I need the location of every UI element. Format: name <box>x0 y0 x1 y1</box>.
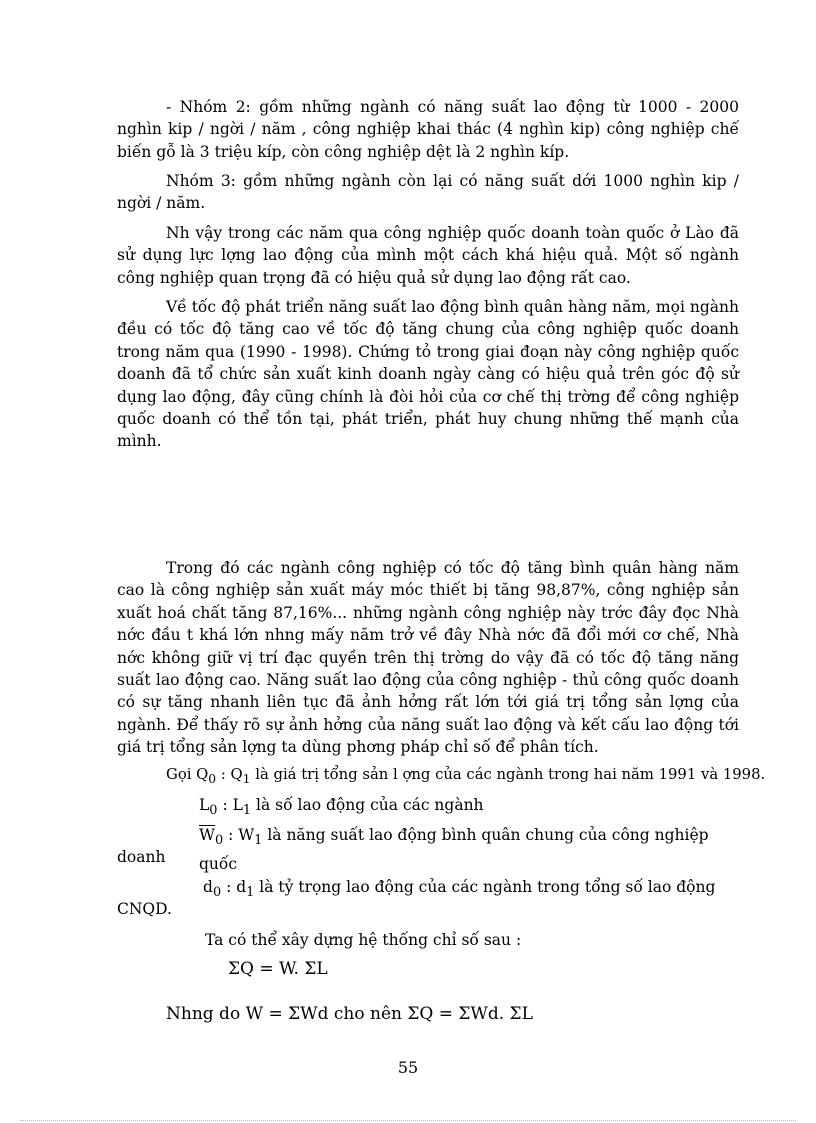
paragraph-growth: Về tốc độ phát triển năng suất lao động bình quân hàng năm, mọi ngành đều có tốc độ tăng cao về tốc độ tăng chung của công nghiệp quốc doanh trong năm qua (1990 - 1998). Chứng tỏ trong giai đoạn này công nghiệp quốc doanh đã tổ chức sản xuất kinh doanh ngày càng có hiệu quả trên góc độ sử dụng lao động, đây cũng chính là đòi hỏi của cơ chế thị trờng để công nghiệp quốc doanh có thể tồn tại, phát triển, phát huy chung những thế mạnh của mình. <box>117 298 739 451</box>
page-number: 55 <box>397 1058 419 1077</box>
definition-d-continued: CNQD. <box>117 900 172 918</box>
definition-w-continued: doanh <box>117 848 166 866</box>
definition-l: $L_0$ : $L_1$ là số lao động của các ngành <box>199 796 484 819</box>
definition-q: Gọi $Q_0$ : $Q_1$ là giá trị tổng sản l ợng của các ngành trong hai năm 1991 và 1998. <box>166 766 766 786</box>
paragraph-group-3: Nhóm 3: gồm những ngành còn lại có năng suất dới 1000 nghìn kip / ngời / năm. <box>117 172 739 213</box>
paragraph-efficiency: Nh vậy trong các năm qua công nghiệp quốc doanh toàn quốc ở Lào đã sử dụng lực lợng lao động của mình một cách khá hiệu quả. Một số ngành công nghiệp quan trọng đã có hiệu quả sử dụng lao động rất cao. <box>117 224 739 287</box>
formula-index: ΣQ = W. ΣL <box>228 959 328 979</box>
paragraph-industries: Trong đó các ngành công nghiệp có tốc độ tăng bình quân hàng năm cao là công nghiệp sản xuất máy móc thiết bị tăng 98,87%, công nghiệp sản xuất hoá chất tăng 87,16%... những ngành công nghiệp này trớc đây đọc Nhà nớc đầu t khá lớn nhng mấy năm trở về đây Nhà nớc đã đổi mới cơ chế, Nhà nớc không giữ vị trí đạc quyền trên thị trờng do vậy đã có tốc độ tăng năng suất lao động cao. Năng suất lao động của công nghiệp - thủ công quốc doanh có sự tăng nhanh liên tục đã ảnh hởng rất lớn tới giá trị tổng sản lợng của ngành. Để thấy rõ sự ảnh hởng của năng suất lao động và kết cấu lao động tới giá trị tổng sản lợng ta dùng phơng pháp chỉ số để phân tích. <box>117 559 739 757</box>
definition-w: $\overline{W}_0$ : $W_1$ là năng suất lao động bình quân chung của công nghiệp quốc <box>199 826 709 873</box>
page-bottom-rule <box>20 1120 796 1121</box>
definition-d: $d_0$ : $d_1$ là tỷ trọng lao động của các ngành trong tổng số lao động <box>203 878 716 901</box>
formula-decomposition: Nhng do W = ΣWd cho nên ΣQ = ΣWd. ΣL <box>166 1004 533 1024</box>
index-system-intro: Ta có thể xây dựng hệ thống chỉ số sau : <box>205 931 522 949</box>
paragraph-group-2: - Nhóm 2: gồm những ngành có năng suất lao động từ 1000 - 2000 nghìn kip / ngời / năm , công nghiệp khai thác (4 nghìn kip) công nghiệp chế biến gỗ là 3 triệu kíp, còn công nghiệp dệt là 2 nghìn kíp. <box>117 98 739 161</box>
